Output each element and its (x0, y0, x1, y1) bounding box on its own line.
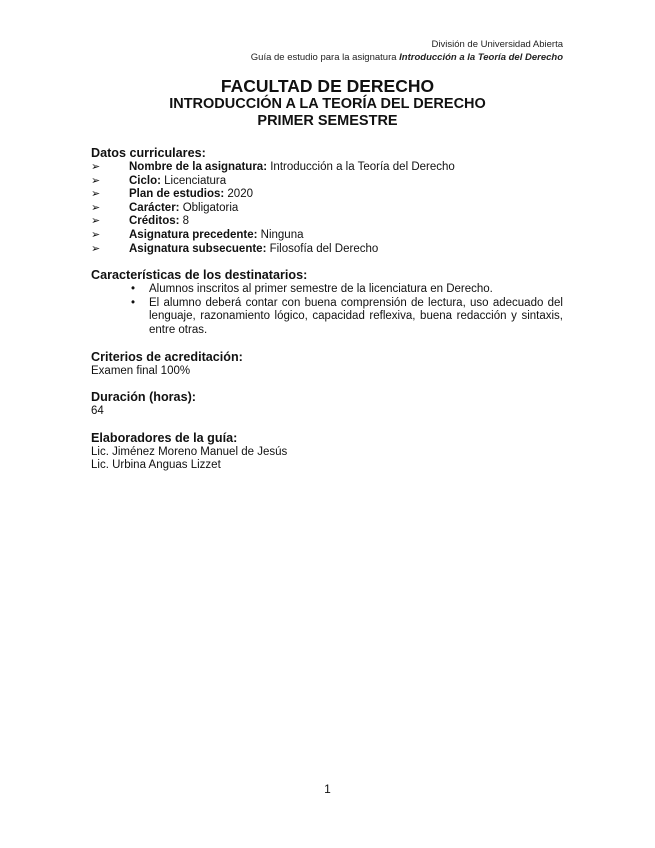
course-title: INTRODUCCIÓN A LA TEORÍA DEL DERECHO (169, 96, 486, 112)
curricular-list (91, 161, 563, 256)
page-number: 1 (324, 782, 331, 796)
recipients-section (91, 268, 563, 337)
item-text: El alumno deberá contar con buena comprensión de lectura, uso adecuado del lenguaje, razonamiento lógico, capacidad reflexiva, buena redacción y sintaxis, entre otras. (149, 296, 563, 336)
author-name: Lic. Jiménez Moreno Manuel de Jesús (91, 445, 288, 458)
duration-section (91, 390, 563, 419)
accreditation-text: Examen final 100% (91, 364, 191, 377)
item-label: Carácter: (129, 201, 180, 214)
recipients-list (91, 283, 563, 337)
section-heading: Elaboradores de la guía: (91, 430, 238, 445)
item-label: Créditos: (129, 215, 180, 228)
list-item (91, 202, 563, 216)
semester-title: PRIMER SEMESTRE (257, 113, 398, 129)
arrow-bullet-icon: ➢ (91, 188, 101, 201)
item-label: Asignatura subsecuente: (129, 242, 267, 255)
faculty-title: FACULTAD DE DERECHO (220, 76, 435, 96)
item-label: Ciclo: (129, 174, 161, 187)
list-item (91, 175, 563, 189)
bullet-icon: • (131, 296, 136, 309)
header-guide (251, 51, 563, 64)
list-item (91, 229, 563, 243)
author-name: Lic. Urbina Anguas Lizzet (91, 459, 221, 472)
list-item (91, 188, 563, 202)
list-item (91, 215, 563, 229)
main-content (91, 146, 563, 485)
duration-text: 64 (91, 405, 104, 418)
item-label: Nombre de la asignatura: (129, 161, 268, 173)
item-value: Introducción a la Teoría del Derecho (267, 161, 455, 173)
arrow-bullet-icon: ➢ (91, 228, 101, 241)
item-value: 8 (179, 215, 190, 228)
section-heading: Duración (horas): (91, 390, 196, 405)
section-heading: Criterios de acreditación: (91, 349, 243, 364)
arrow-bullet-icon: ➢ (91, 161, 101, 173)
arrow-bullet-icon: ➢ (91, 201, 101, 214)
item-text: Alumnos inscritos al primer semestre de la licenciatura en Derecho. (149, 283, 493, 296)
section-heading: Características de los destinatarios: (91, 268, 308, 283)
list-item (91, 243, 563, 257)
arrow-bullet-icon: ➢ (91, 174, 101, 187)
bullet-icon: • (131, 283, 136, 296)
item-label: Plan de estudios: (129, 188, 225, 201)
item-value: Ninguna (257, 228, 304, 241)
arrow-bullet-icon: ➢ (91, 215, 101, 228)
header-guide-prefix: Guía de estudio para la asignatura (250, 52, 400, 63)
header-guide-subject: Introducción a la Teoría del Derecho (399, 52, 563, 63)
curricular-section (91, 146, 563, 256)
list-item (91, 161, 563, 175)
item-value: Obligatoria (179, 201, 239, 214)
authors-section (91, 431, 563, 473)
item-value: Filosofía del Derecho (266, 242, 379, 255)
header-division: División de Universidad Abierta (431, 39, 563, 50)
section-heading: Datos curriculares: (91, 146, 206, 160)
arrow-bullet-icon: ➢ (91, 242, 101, 255)
title-block (0, 76, 655, 130)
accreditation-section (91, 350, 563, 379)
list-item (91, 297, 563, 338)
item-value: 2020 (224, 188, 253, 201)
item-label: Asignatura precedente: (129, 228, 258, 241)
running-header (251, 38, 563, 64)
list-item (91, 283, 563, 297)
item-value: Licenciatura (160, 174, 227, 187)
